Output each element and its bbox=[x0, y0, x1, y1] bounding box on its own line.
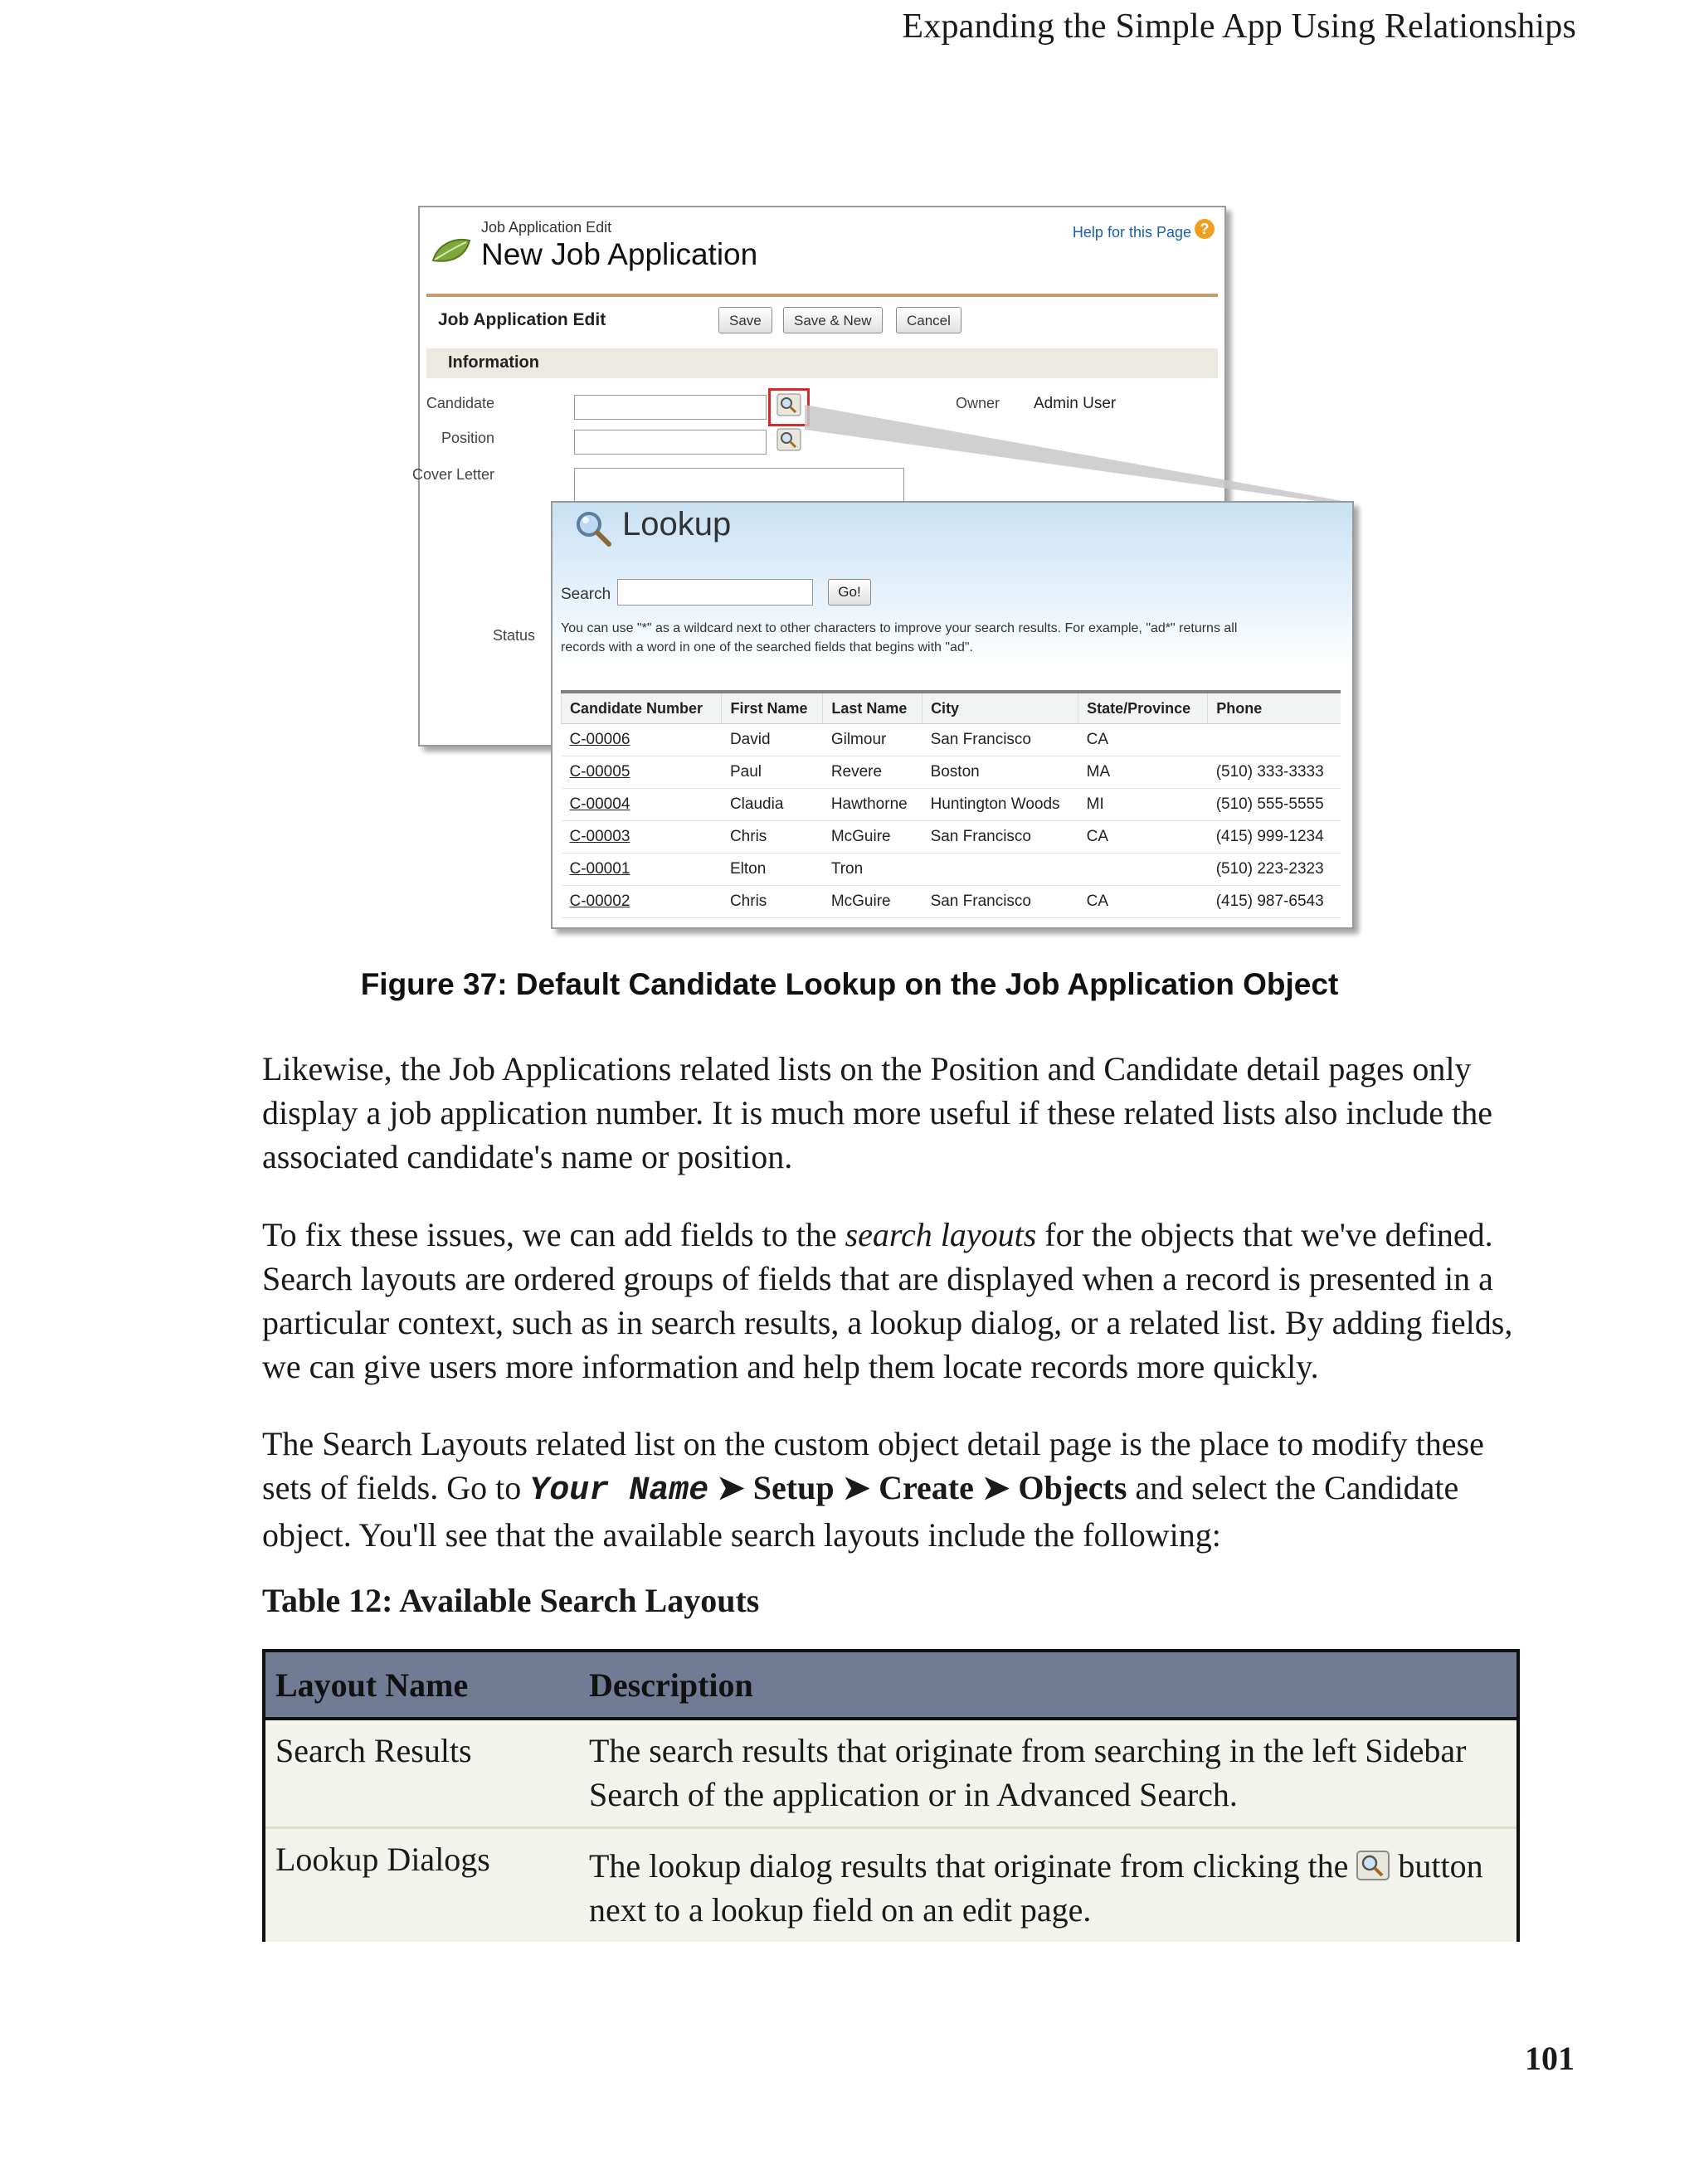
paragraph-2 bbox=[262, 1213, 1523, 1389]
layout-description: The search results that originate from searching in the left Sidebar Search of the application or in Advanced Search. bbox=[579, 1719, 1518, 1828]
header-rule bbox=[426, 294, 1218, 297]
table-cell: Revere bbox=[823, 756, 923, 789]
column-header: Description bbox=[579, 1651, 1518, 1719]
lookup-highlight bbox=[768, 388, 810, 426]
table-cell: Claudia bbox=[722, 789, 823, 821]
table-cell: Boston bbox=[923, 756, 1078, 789]
table-cell: (510) 333-3333 bbox=[1208, 756, 1341, 789]
your-name-path: Your Name bbox=[529, 1472, 709, 1510]
table-row bbox=[562, 789, 1341, 821]
table-cell: San Francisco bbox=[923, 724, 1078, 756]
section-information bbox=[426, 348, 1218, 378]
table-cell: McGuire bbox=[823, 886, 923, 918]
edit-header: Job Application Edit bbox=[438, 310, 606, 329]
column-header: Layout Name bbox=[264, 1651, 579, 1719]
table-cell bbox=[1208, 724, 1341, 756]
lookup-button-icon bbox=[1356, 1851, 1390, 1880]
table-cell: Huntington Woods bbox=[923, 789, 1078, 821]
candidate-number-link[interactable]: C-00005 bbox=[569, 763, 630, 781]
layout-name: Search Results bbox=[264, 1719, 579, 1828]
position-input[interactable] bbox=[574, 430, 767, 455]
page-number: 101 bbox=[1525, 2040, 1575, 2077]
layout-name: Lookup Dialogs bbox=[264, 1828, 579, 1943]
table-cell: David bbox=[722, 724, 823, 756]
table-cell: (415) 999-1234 bbox=[1208, 821, 1341, 854]
path-separator: ➤ bbox=[973, 1469, 1019, 1506]
help-link[interactable]: Help for this Page bbox=[1072, 224, 1191, 241]
candidate-number-link[interactable]: C-00006 bbox=[569, 731, 630, 748]
table-cell: Elton bbox=[722, 854, 823, 886]
desc-text: button next to a lookup field on an edit page. bbox=[589, 1847, 1483, 1929]
paragraph-3 bbox=[262, 1422, 1523, 1557]
para2-text: for the objects that we've defined. Search layouts are ordered groups of fields that are displayed when a record is presented in a particular context, such as in search results, a lookup dialog, or a related list. By adding fields, we can give users more information and help them locate records more quickly. bbox=[262, 1216, 1513, 1385]
search-layouts-table bbox=[262, 1649, 1520, 1942]
lookup-title: Lookup bbox=[622, 506, 732, 542]
candidate-number-link[interactable]: C-00002 bbox=[569, 893, 630, 910]
path-separator: ➤ bbox=[708, 1469, 753, 1506]
table-cell: McGuire bbox=[823, 821, 923, 854]
table-cell bbox=[1078, 854, 1208, 886]
term-search-layouts: search layouts bbox=[845, 1216, 1037, 1253]
table-row bbox=[562, 756, 1341, 789]
desc-text: The lookup dialog results that originate from clicking the bbox=[589, 1847, 1357, 1885]
para2-text: To fix these issues, we can add fields to the bbox=[262, 1216, 845, 1253]
table-cell: (510) 223-2323 bbox=[1208, 854, 1341, 886]
candidate-number-link[interactable]: C-00004 bbox=[569, 795, 630, 813]
table-row bbox=[562, 821, 1341, 854]
save-new-button[interactable]: Save & New bbox=[783, 307, 883, 333]
zoom-connector bbox=[805, 382, 1352, 514]
table-cell: CA bbox=[1078, 886, 1208, 918]
table-cell: Hawthorne bbox=[823, 789, 923, 821]
table-cell: CA bbox=[1078, 821, 1208, 854]
table-cell: (510) 555-5555 bbox=[1208, 789, 1341, 821]
search-label: Search bbox=[561, 586, 611, 603]
table-row bbox=[264, 1828, 1518, 1943]
table-row bbox=[562, 886, 1341, 918]
table-cell: (415) 987-6543 bbox=[1208, 886, 1341, 918]
column-header: City bbox=[923, 692, 1078, 724]
magnifier-icon bbox=[572, 508, 614, 549]
owner-value: Admin User bbox=[1034, 395, 1117, 412]
para3-text: The Search Layouts related list on the custom object detail page is the place to modify these sets of fields. Go to bbox=[262, 1425, 1484, 1506]
candidate-number-link[interactable]: C-00003 bbox=[569, 828, 630, 845]
lookup-results-table bbox=[561, 690, 1341, 918]
table-cell: Tron bbox=[823, 854, 923, 886]
table-row bbox=[562, 854, 1341, 886]
setup-path: Setup bbox=[752, 1469, 835, 1506]
column-header: First Name bbox=[722, 692, 823, 724]
hint-line-1: You can use "*" as a wildcard next to other characters to improve your search results. For example, "ad*" returns all bbox=[561, 621, 1238, 635]
position-label: Position bbox=[441, 430, 494, 446]
table-cell: San Francisco bbox=[923, 821, 1078, 854]
table-cell: Gilmour bbox=[823, 724, 923, 756]
results-header-row bbox=[562, 692, 1341, 724]
breadcrumb: Job Application Edit bbox=[481, 219, 612, 236]
status-label: Status bbox=[493, 627, 536, 644]
paragraph-1: Likewise, the Job Applications related lists on the Position and Candidate detail pages only display a job application number. It is much more useful if these related lists also include the associated candidate's name or position. bbox=[262, 1050, 1492, 1175]
running-head: Expanding the Simple App Using Relationships bbox=[902, 7, 1576, 46]
table-title: Table 12: Available Search Layouts bbox=[262, 1582, 760, 1619]
lookup-dialog bbox=[551, 501, 1354, 929]
objects-path: Objects bbox=[1018, 1469, 1127, 1506]
layout-description bbox=[579, 1828, 1518, 1943]
table-cell: Chris bbox=[722, 886, 823, 918]
candidate-input[interactable] bbox=[574, 395, 767, 420]
save-button[interactable]: Save bbox=[718, 307, 772, 333]
candidate-number-link[interactable]: C-00001 bbox=[569, 860, 630, 878]
para3-text: and select the Candidate object. You'll see that the available search layouts include the following: bbox=[262, 1469, 1459, 1554]
hint-line-2: records with a word in one of the searched fields that begins with "ad". bbox=[561, 640, 973, 654]
position-lookup-icon[interactable] bbox=[776, 428, 801, 451]
table-header-row bbox=[264, 1651, 1518, 1719]
lookup-search-input[interactable] bbox=[617, 579, 813, 606]
column-header: State/Province bbox=[1078, 692, 1208, 724]
owner-label: Owner bbox=[956, 395, 1000, 411]
table-cell: San Francisco bbox=[923, 886, 1078, 918]
section-title: Information bbox=[448, 353, 539, 372]
column-header: Candidate Number bbox=[562, 692, 722, 724]
cancel-button[interactable]: Cancel bbox=[896, 307, 961, 333]
table-cell bbox=[923, 854, 1078, 886]
column-header: Phone bbox=[1208, 692, 1341, 724]
help-icon[interactable]: ? bbox=[1195, 219, 1215, 239]
cover-letter-label: Cover Letter bbox=[411, 466, 494, 483]
go-button[interactable]: Go! bbox=[828, 579, 871, 606]
table-row bbox=[264, 1719, 1518, 1828]
candidate-label: Candidate bbox=[426, 395, 494, 411]
app-leaf-icon bbox=[430, 236, 473, 267]
table-cell: CA bbox=[1078, 724, 1208, 756]
table-cell: Chris bbox=[722, 821, 823, 854]
wildcard-hint bbox=[561, 619, 1332, 657]
table-cell: Paul bbox=[722, 756, 823, 789]
table-cell: MI bbox=[1078, 789, 1208, 821]
figure-caption: Figure 37: Default Candidate Lookup on the Job Application Object bbox=[360, 967, 1339, 1001]
column-header: Last Name bbox=[823, 692, 923, 724]
table-row bbox=[562, 724, 1341, 756]
table-cell: MA bbox=[1078, 756, 1208, 789]
path-separator: ➤ bbox=[834, 1469, 879, 1506]
page-title: New Job Application bbox=[481, 237, 758, 271]
create-path: Create bbox=[879, 1469, 974, 1506]
